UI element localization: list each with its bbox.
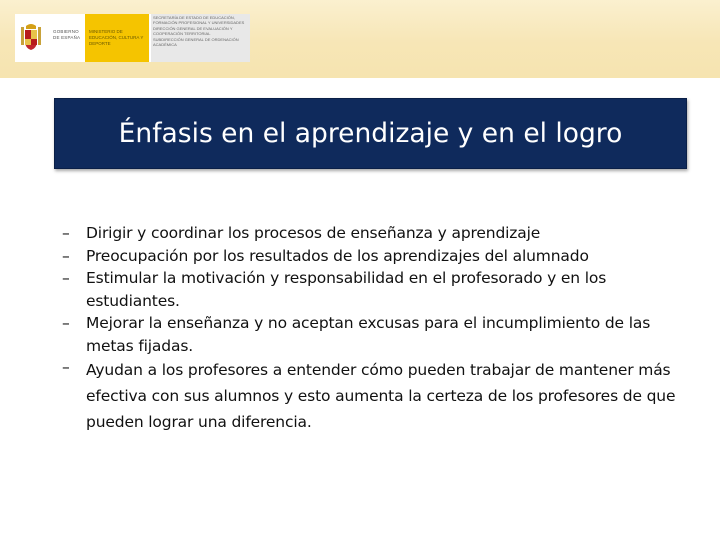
bullet-text: Estimular la motivación y responsabilidad en el profesorado y en los estudiantes. [86,269,607,310]
slide-title: Énfasis en el aprendizaje y en el logro [118,118,623,149]
bullet-item [62,245,702,268]
bullet-text: Dirigir y coordinar los procesos de enseñanza y aprendizaje [86,224,541,242]
subdirectorate-label: SUBDIRECCIÓN GENERAL DE ORDENACIÓN ACADÉMICA [153,36,239,48]
secretariat-text [153,15,249,47]
bullet-dash: – [62,269,70,287]
ministry-box [85,14,149,62]
bullet-text: Ayudan a los profesores a entender cómo pueden trabajar de mantener más efectiva con sus alumnos y esto aumenta la certeza de los profesores de que pueden lograr una diferencia. [86,361,676,431]
government-logo [15,14,250,62]
secretariat-label: SECRETARÍA DE ESTADO DE EDUCACIÓN, FORMACIÓN PROFESIONAL Y UNIVERSIDADES [153,15,245,26]
gov-label: GOBIERNO DE ESPAÑA [53,29,81,40]
bullet-item [62,357,702,435]
bullet-item [62,267,702,312]
coat-of-arms-icon [20,23,42,51]
bullet-dash: – [62,358,70,376]
title-box [54,98,687,169]
bullet-text: Mejorar la enseñanza y no aceptan excusas para el incumplimiento de las metas fijadas. [86,314,651,355]
bullet-dash: – [62,224,70,242]
bullet-item [62,222,702,245]
bullet-text: Preocupación por los resultados de los aprendizajes del alumnado [86,246,589,265]
ministry-label: MINISTERIO DE EDUCACIÓN, CULTURA Y DEPORTE [89,29,144,46]
header-band [0,0,720,78]
bullet-item [62,312,702,357]
bullet-dash: – [62,246,70,265]
directorate-label: DIRECCIÓN GENERAL DE EVALUACIÓN Y COOPERACIÓN TERRITORIAL [153,25,233,37]
bullet-list [62,222,702,435]
bullet-dash: – [62,314,70,332]
secretariat-box [151,14,250,62]
